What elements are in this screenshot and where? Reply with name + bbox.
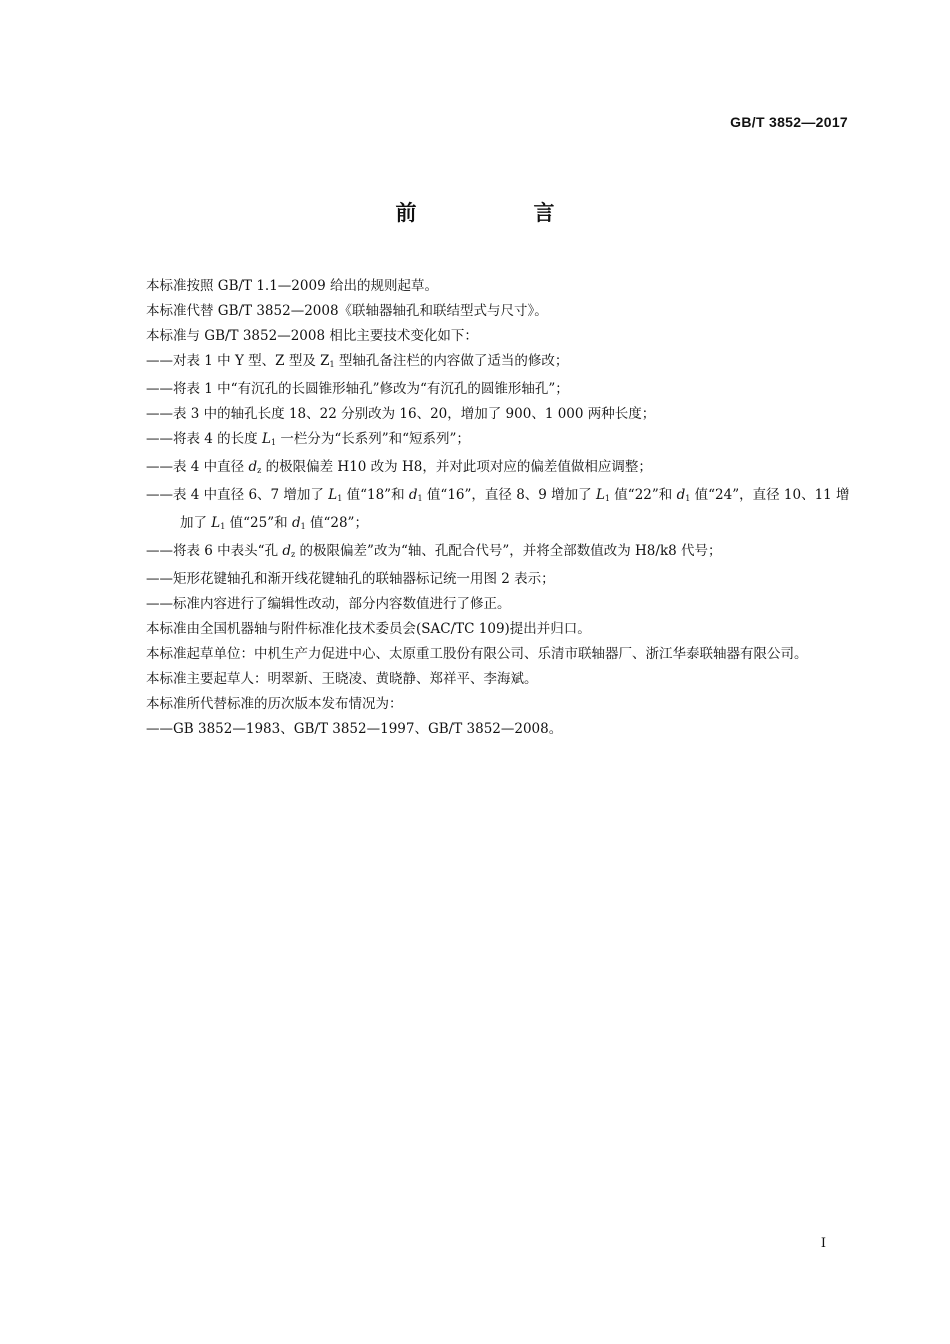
history-item: ——GB 3852—1983、GB/T 3852—1997、GB/T 3852—2008。 [146,721,563,737]
change-item-4: ——将表 4 的长度 $L_1$ 一栏分为“长系列”和“短系列”； [146,431,470,447]
change-item-3: ——表 3 中的轴孔长度 18、22 分别改为 16、20，增加了 900、1 000 两种长度； [146,406,656,422]
change-item-2: ——将表 1 中“有沉孔的长圆锥形轴孔”修改为“有沉孔的圆锥形轴孔”； [146,381,569,397]
page-title: 前 言 [395,201,603,225]
change-item-9: ——标准内容进行了编辑性改动，部分内容数值进行了修正。 [146,596,511,612]
paragraph-drafting-rules: 本标准按照 GB/T 1.1—2009 给出的规则起草。 [146,278,438,294]
paragraph-drafting-units: 本标准起草单位：中机生产力促进中心、太原重工股份有限公司、乐清市联轴器厂、浙江华泰联轴器有限公司。 [146,646,808,662]
paragraph-replaces: 本标准代替 GB/T 3852—2008《联轴器轴孔和联结型式与尺寸》。 [146,303,548,319]
change-item-1: ——对表 1 中 Y 型、Z 型及 $Z_1$ 型轴孔备注栏的内容做了适当的修改； [146,353,569,369]
standard-code: GB/T 3852—2017 [730,114,848,130]
change-item-6: ——表 4 中直径 6、7 增加了 $L_1$ 值“18”和 $d_1$ 值“16”，直径 8、9 增加了 $L_1$ 值“22”和 $d_1$ 值“24”，直径 10、11 增加了 $L_1$ 值“25”和 $d_1$ 值“28”； [146,487,850,531]
foreword-body [112,274,850,742]
change-item-7: ——将表 6 中表头“孔 $d_z$ 的极限偏差”改为“轴、孔配合代号”，并将全部数值改为 H8/k8 代号； [146,543,722,559]
page-number: I [820,1236,826,1251]
change-item-8: ——矩形花键轴孔和渐开线花键轴孔的联轴器标记统一用图 2 表示； [146,571,555,587]
paragraph-history-intro: 本标准所代替标准的历次版本发布情况为： [146,696,403,712]
paragraph-changes-intro: 本标准与 GB/T 3852—2008 相比主要技术变化如下： [146,328,478,344]
paragraph-proposer: 本标准由全国机器轴与附件标准化技术委员会(SAC/TC 109)提出并归口。 [146,621,591,637]
change-item-5: ——表 4 中直径 $d_z$ 的极限偏差 H10 改为 H8，并对此项对应的偏差值做相应调整； [146,459,652,475]
paragraph-drafters: 本标准主要起草人：明翠新、王晓凌、黄晓静、郑祥平、李海斌。 [146,671,538,687]
